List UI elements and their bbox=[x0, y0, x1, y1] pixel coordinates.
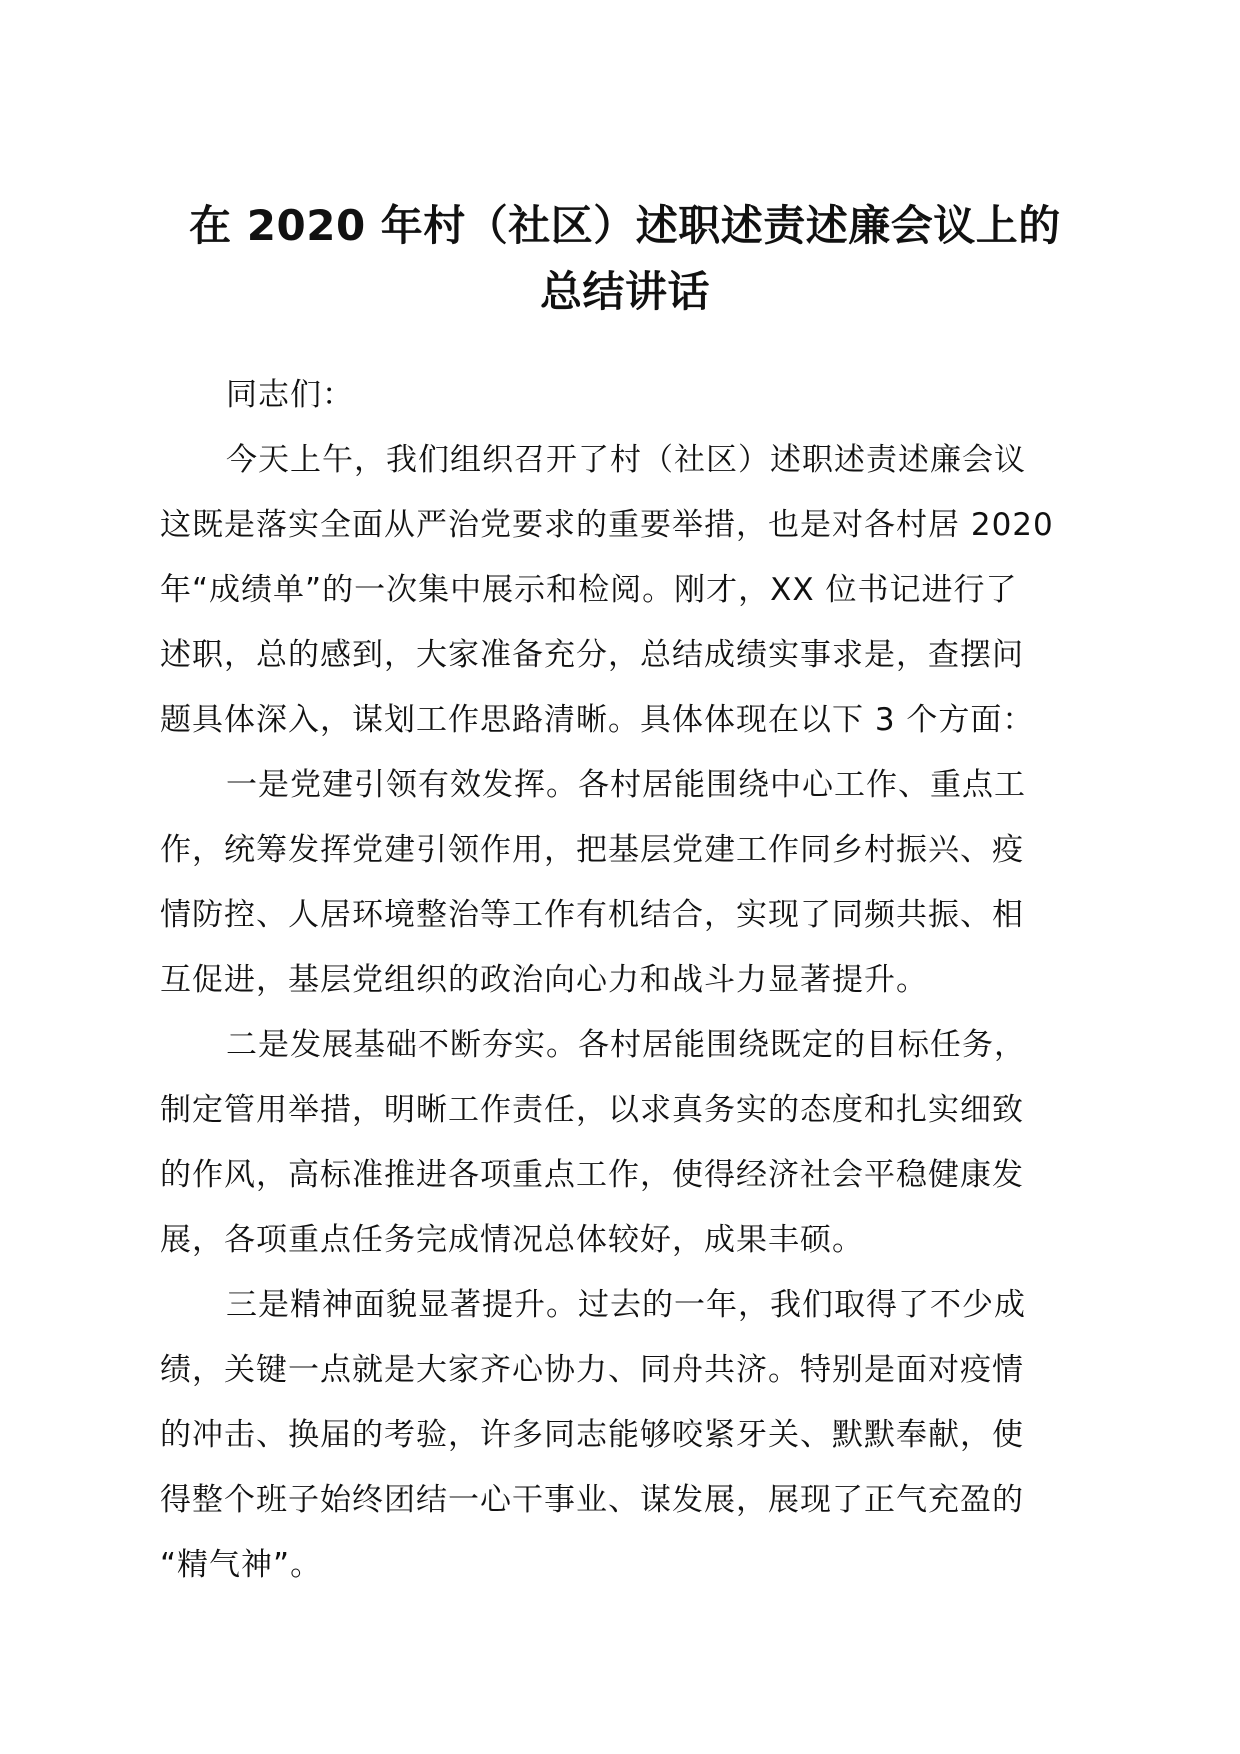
paragraph-line: 三是精神面貌显著提升。过去的一年，我们取得了不少成 bbox=[226, 1287, 1026, 1323]
title-line: 在 2020 年村（社区）述职述责述廉会议上的 bbox=[189, 201, 1061, 250]
title-line: 总结讲话 bbox=[539, 267, 710, 316]
paragraph-line: 的冲击、换届的考验，许多同志能够咬紧牙关、默默奉献，使 bbox=[160, 1417, 1024, 1453]
document-body bbox=[160, 363, 1092, 1598]
paragraph-line: 互促进，基层党组织的政治向心力和战斗力显著提升。 bbox=[160, 962, 928, 998]
paragraph-line: 这既是落实全面从严治党要求的重要举措，也是对各村居 2020 bbox=[160, 507, 1054, 543]
paragraph-line: 展，各项重点任务完成情况总体较好，成果丰硕。 bbox=[160, 1222, 864, 1258]
paragraph-line: 题具体深入，谋划工作思路清晰。具体体现在以下 3 个方面： bbox=[160, 702, 1035, 738]
paragraph-line: 绩，关键一点就是大家齐心协力、同舟共济。特别是面对疫情 bbox=[160, 1352, 1024, 1388]
paragraph-line: 述职，总的感到，大家准备充分，总结成绩实事求是，查摆问 bbox=[160, 637, 1024, 673]
paragraph-line: 一是党建引领有效发挥。各村居能围绕中心工作、重点工 bbox=[226, 767, 1026, 803]
paragraph-line: 今天上午，我们组织召开了村（社区）述职述责述廉会议 bbox=[226, 442, 1026, 478]
paragraph-line: 二是发展基础不断夯实。各村居能围绕既定的目标任务， bbox=[226, 1027, 1026, 1063]
greeting-paragraph bbox=[160, 363, 1092, 428]
document-title bbox=[150, 193, 1100, 325]
paragraph-line: 的作风，高标准推进各项重点工作，使得经济社会平稳健康发 bbox=[160, 1157, 1024, 1193]
paragraph-line: 同志们： bbox=[226, 377, 354, 413]
paragraph-line: 得整个班子始终团结一心干事业、谋发展，展现了正气充盈的 bbox=[160, 1482, 1024, 1518]
point-two-paragraph bbox=[160, 1013, 1092, 1273]
paragraph-line: 作，统筹发挥党建引领作用，把基层党建工作同乡村振兴、疫 bbox=[160, 832, 1024, 868]
point-three-paragraph bbox=[160, 1273, 1092, 1598]
paragraph-line: 年“成绩单”的一次集中展示和检阅。刚才，XX 位书记进行了 bbox=[160, 572, 1018, 608]
point-one-paragraph bbox=[160, 753, 1092, 1013]
paragraph-line: 制定管用举措，明晰工作责任，以求真务实的态度和扎实细致 bbox=[160, 1092, 1024, 1128]
paragraph-line: “精气神”。 bbox=[160, 1547, 323, 1583]
paragraph-line: 情防控、人居环境整治等工作有机结合，实现了同频共振、相 bbox=[160, 897, 1024, 933]
intro-paragraph bbox=[160, 428, 1092, 753]
